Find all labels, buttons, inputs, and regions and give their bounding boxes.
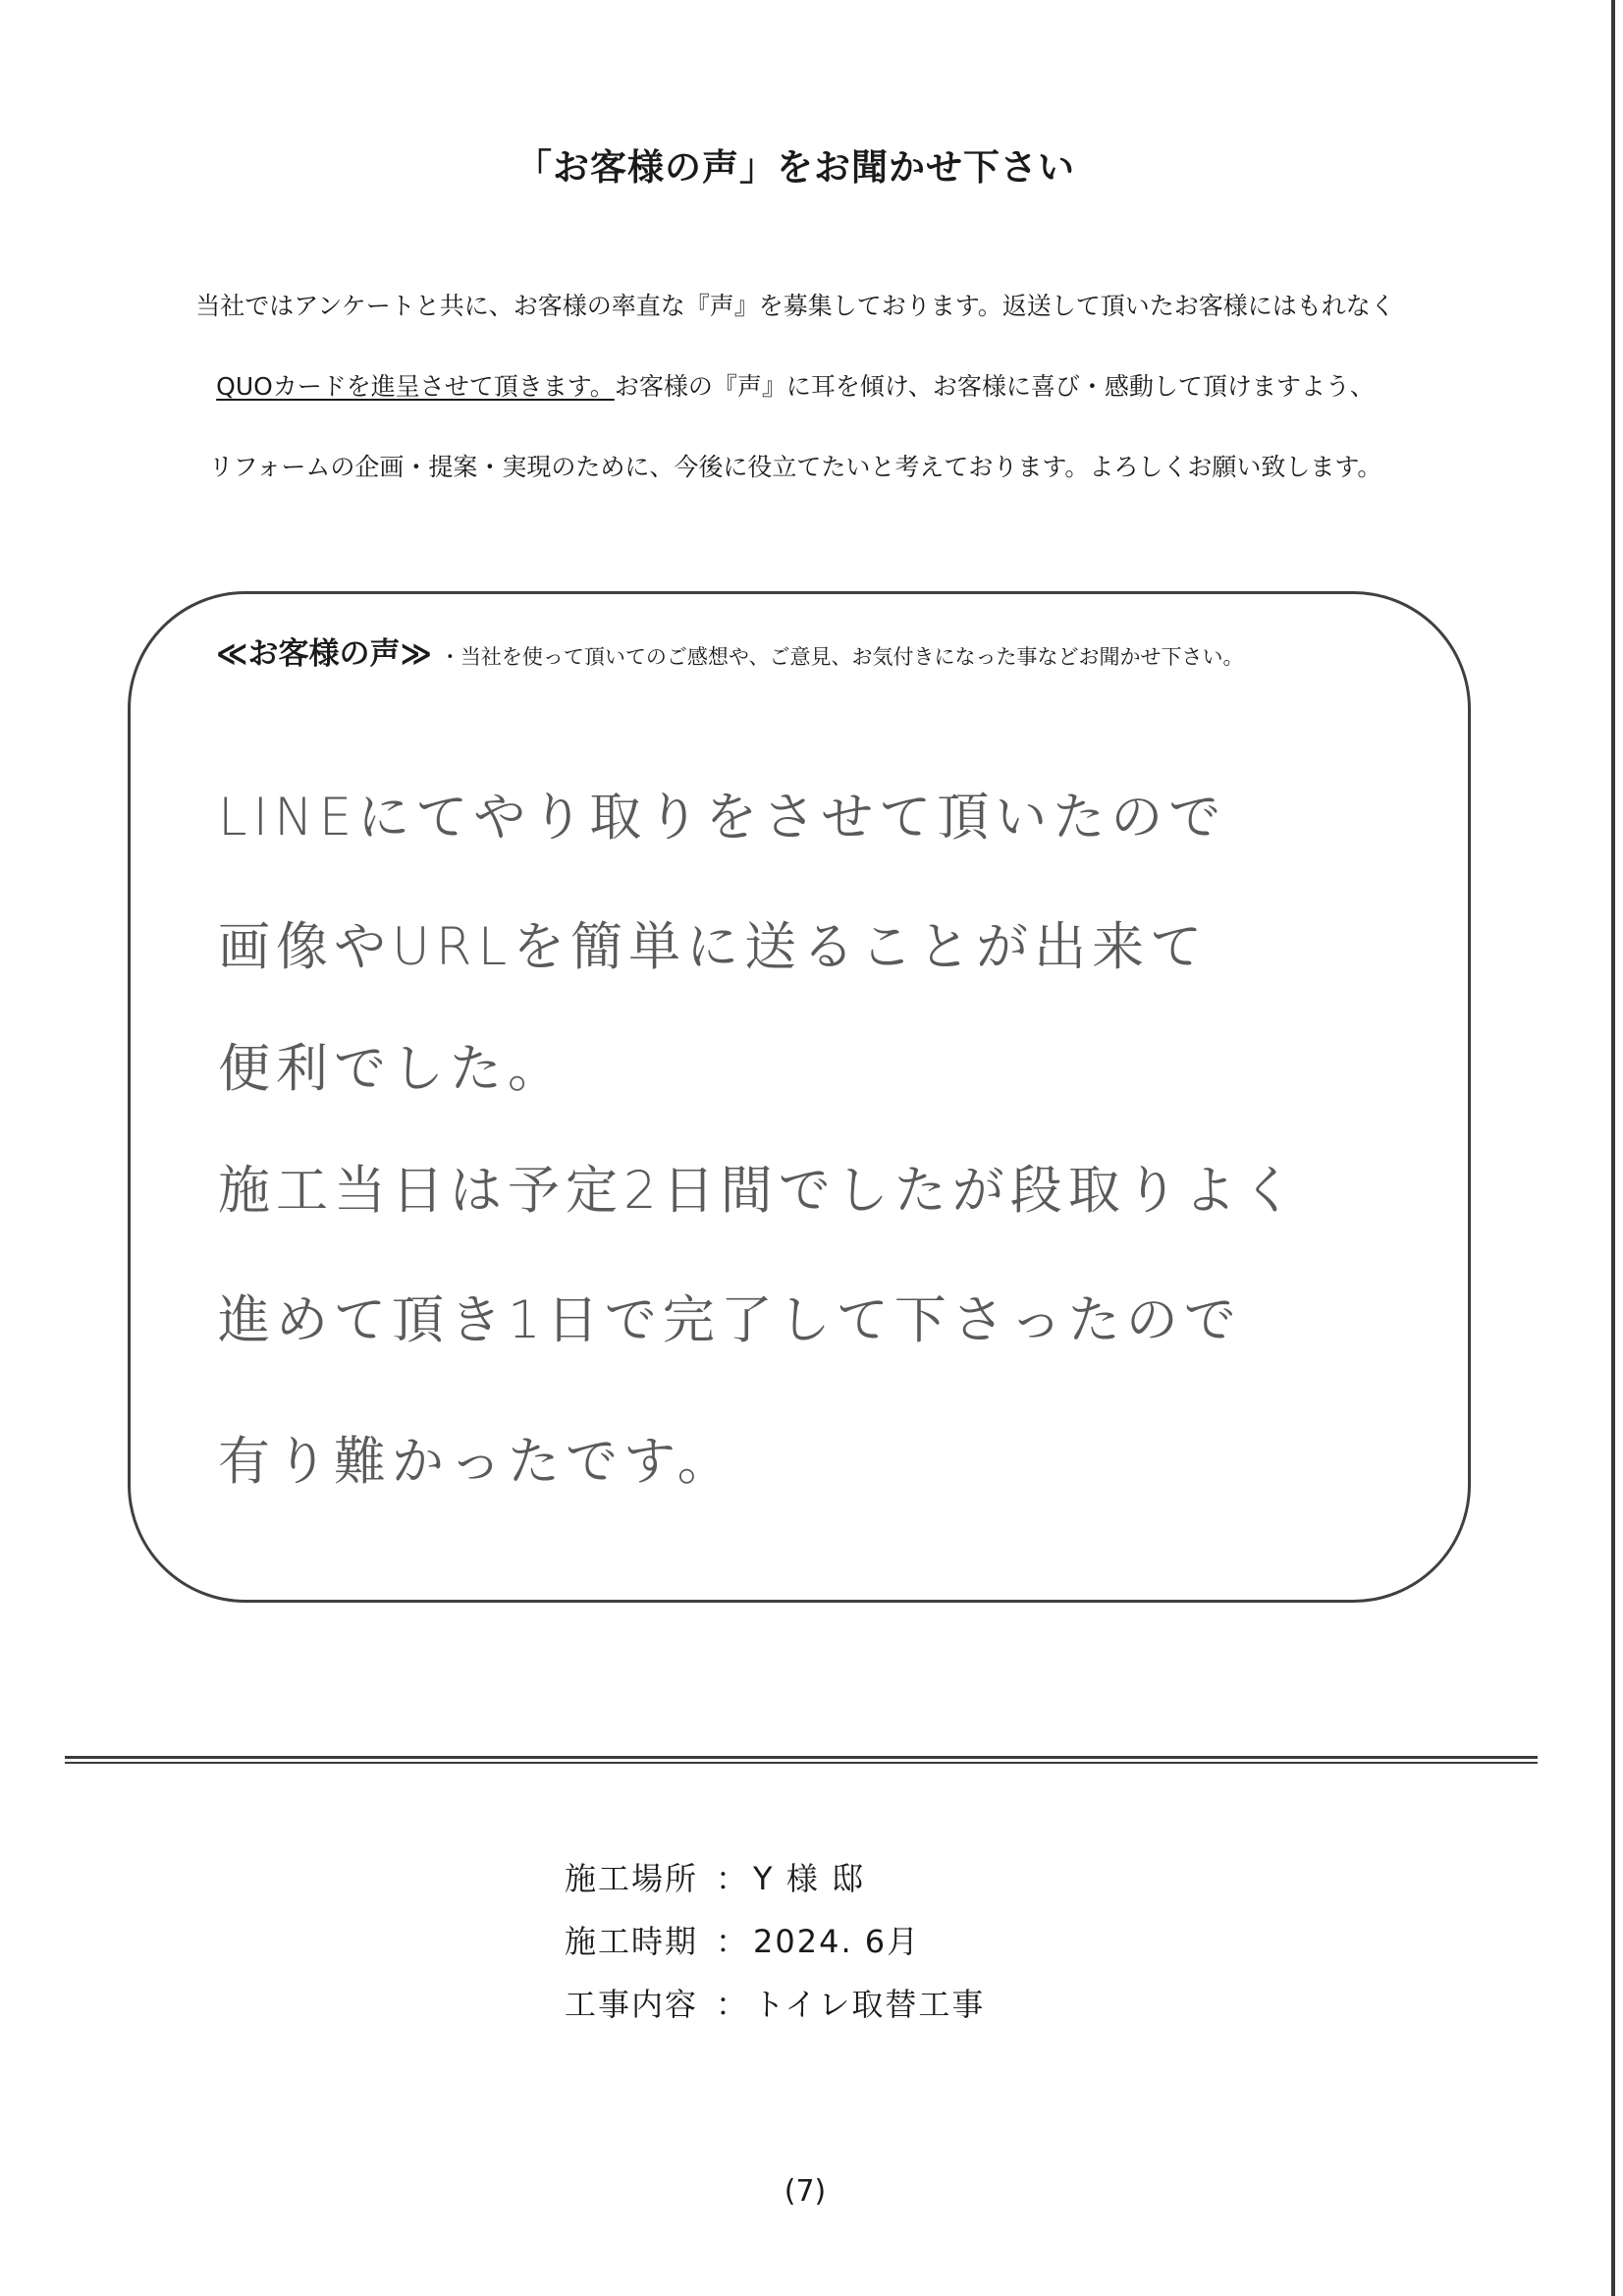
handwritten-line: LINEにてやり取りをさせて頂いたので [218,788,1227,847]
handwritten-line: 施工当日は予定2日間でしたが段取りよく [218,1161,1300,1221]
page-number: (7) [784,2174,827,2209]
intro-line-2-rest: お客様の『声』に耳を傾け、お客様に喜び・感動して頂けますよう、 [614,372,1375,401]
info-separator: ： [715,1986,749,2023]
voice-box-header [216,629,1243,673]
info-value: 2024. 6月 [753,1923,921,1960]
intro-line-3: リフォームの企画・提案・実現のために、今後に役立てたいと考えております。よろしくお願い致します。 [208,453,1382,481]
info-row-period [565,1917,920,1962]
handwritten-line: 便利でした。 [218,1039,566,1099]
handwritten-line: 有り難かったです。 [218,1432,735,1492]
info-separator: ： [715,1860,749,1897]
double-divider [65,1756,1538,1764]
intro-line-1: 当社ではアンケートと共に、お客様の率直な『声』を募集しております。返送して頂いたお客様にはもれなく [195,292,1395,320]
page-edge-line [1611,0,1615,2296]
intro-line-2 [0,367,1591,403]
info-label: 施工場所 [565,1860,699,1897]
voice-box-note: ・当社を使って頂いてのご感想や、ご意見、お気付きになった事などお聞かせ下さい。 [439,645,1244,669]
info-label: 工事内容 [565,1986,699,2023]
info-row-location [565,1854,865,1899]
handwritten-line: 画像やURLを簡単に送ることが出来て [218,917,1209,977]
quo-card-notice: QUOカードを進呈させて頂きます。 [216,372,615,401]
info-value: Y 様 邸 [753,1860,865,1897]
page-title: 「お客様の声」をお聞かせ下さい [515,146,1075,189]
info-separator: ： [715,1923,749,1960]
info-label: 施工時期 [565,1923,699,1960]
info-row-work [565,1980,985,2025]
info-value: トイレ取替工事 [753,1986,986,2023]
voice-box-label: ≪お客様の声≫ [216,636,432,672]
handwritten-line: 進めて頂き1日で完了して下さったので [218,1290,1242,1350]
